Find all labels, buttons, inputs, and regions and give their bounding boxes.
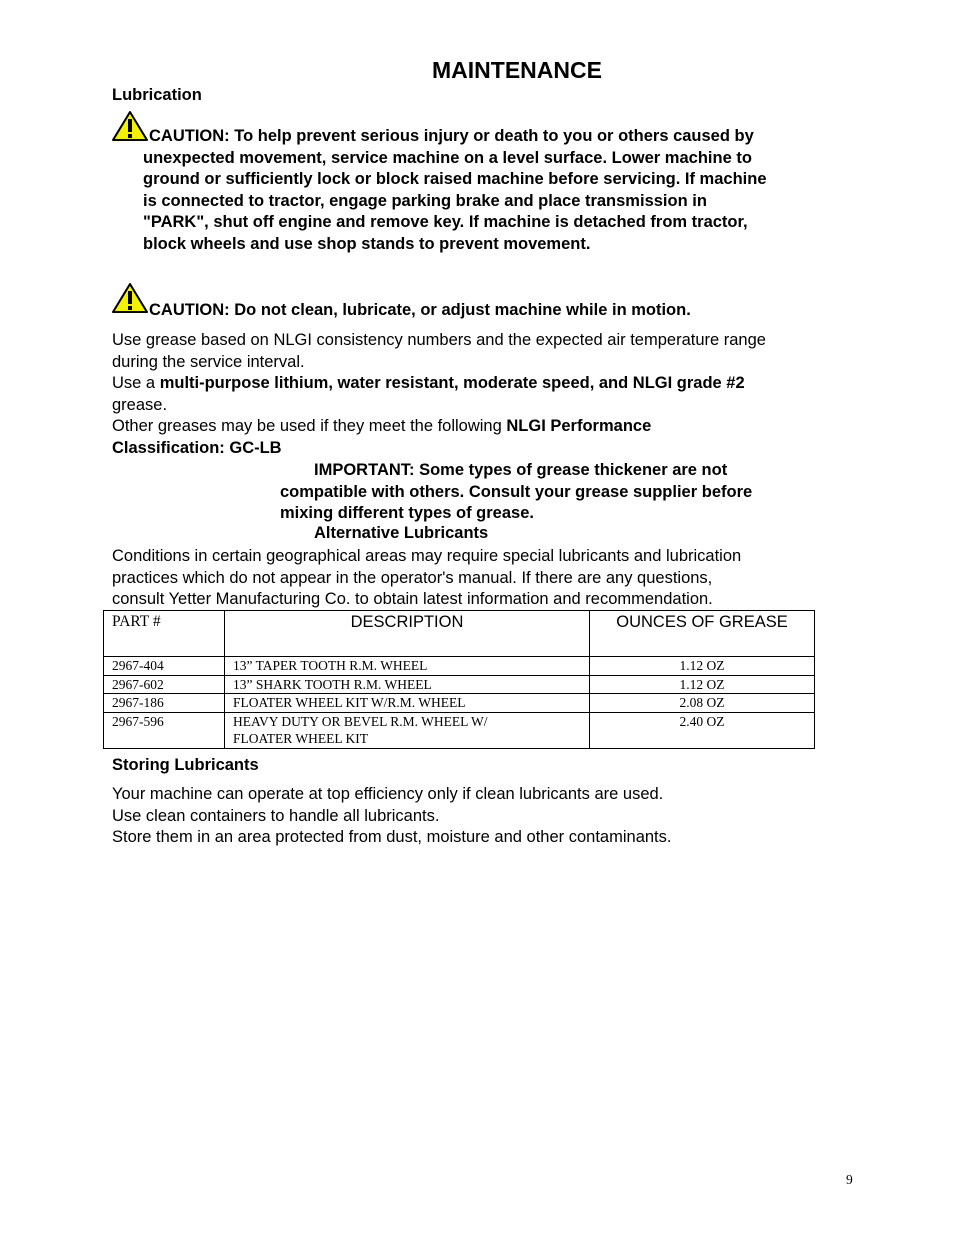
cell-part: 2967-602: [104, 675, 225, 694]
important-line: IMPORTANT: Some types of grease thickener are not: [314, 461, 728, 479]
grease-text: Other greases may be used if they meet the following: [112, 417, 507, 436]
table-header-row: [104, 611, 815, 657]
storing-line: Store them in an area protected from dust, moisture and other contaminants.: [112, 828, 672, 847]
important-line: mixing different types of grease.: [280, 504, 534, 523]
grease-line: [112, 416, 872, 438]
alternative-line: consult Yetter Manufacturing Co. to obtain latest information and recommendation.: [112, 590, 713, 609]
header-part: PART #: [104, 611, 225, 657]
header-ounces: OUNCES OF GREASE: [590, 611, 815, 657]
page-title: MAINTENANCE: [432, 57, 602, 83]
cell-description: [225, 712, 590, 748]
important-line: compatible with others. Consult your grease supplier before: [280, 482, 753, 501]
header-description: DESCRIPTION: [225, 611, 590, 657]
caution-1-line: "PARK", shut off engine and remove key. If machine is detached from tractor,: [143, 213, 748, 232]
cell-ounces: 1.12 OZ: [590, 657, 815, 676]
nlgi-class: Classification: GC-LB: [112, 438, 282, 457]
cell-part: 2967-186: [104, 694, 225, 713]
alternative-text: [112, 546, 872, 611]
caution-2: CAUTION: Do not clean, lubricate, or adjust machine while in motion.: [149, 301, 691, 319]
caution-1-line: ground or sufficiently lock or block raised machine before servicing. If machine: [143, 170, 767, 189]
cell-ounces: 2.08 OZ: [590, 694, 815, 713]
table-row: [104, 675, 815, 694]
storing-line: Use clean containers to handle all lubricants.: [112, 806, 440, 825]
grease-line: [112, 373, 872, 395]
cell-description: 13” SHARK TOOTH R.M. WHEEL: [225, 675, 590, 694]
lubrication-heading: Lubrication: [112, 86, 202, 104]
alternative-lubricants-heading: Alternative Lubricants: [314, 524, 489, 542]
table-row: [104, 712, 815, 748]
cell-description: FLOATER WHEEL KIT W/R.M. WHEEL: [225, 694, 590, 713]
cell-part: 2967-596: [104, 712, 225, 748]
grease-table: [103, 610, 815, 749]
grease-line: during the service interval.: [112, 352, 305, 371]
cell-ounces: 2.40 OZ: [590, 712, 815, 748]
grease-line: grease.: [112, 395, 168, 414]
storing-lubricants-heading: Storing Lubricants: [112, 756, 259, 774]
caution-1-line: unexpected movement, service machine on a level surface. Lower machine to: [143, 148, 752, 167]
storing-text: [112, 784, 872, 849]
cell-description: 13” TAPER TOOTH R.M. WHEEL: [225, 657, 590, 676]
caution-block-1: [143, 126, 873, 256]
table-row: [104, 694, 815, 713]
alternative-line: practices which do not appear in the operator's manual. If there are any questions,: [112, 568, 713, 587]
caution-1-line: block wheels and use shop stands to prevent movement.: [143, 234, 591, 253]
grease-line: Use grease based on NLGI consistency numbers and the expected air temperature range: [112, 331, 766, 349]
grease-line: [112, 438, 872, 460]
description-line: FLOATER WHEEL KIT: [233, 731, 368, 746]
nlgi-label: NLGI Performance: [506, 417, 652, 436]
page-number: 9: [846, 1172, 853, 1187]
grease-text: Use a: [112, 374, 160, 393]
table-row: [104, 657, 815, 676]
caution-1-line: CAUTION: To help prevent serious injury or death to you or others caused by: [149, 127, 754, 145]
grease-info: [112, 330, 872, 460]
description-line: HEAVY DUTY OR BEVEL R.M. WHEEL W/: [233, 713, 488, 729]
alternative-line: Conditions in certain geographical areas may require special lubricants and lubrication: [112, 547, 742, 565]
important-note: [280, 460, 840, 525]
warning-triangle-icon: [111, 282, 149, 314]
caution-1-line: is connected to tractor, engage parking brake and place transmission in: [143, 191, 707, 210]
cell-part: 2967-404: [104, 657, 225, 676]
storing-line: Your machine can operate at top efficiency only if clean lubricants are used.: [112, 785, 664, 803]
grease-spec: multi-purpose lithium, water resistant, moderate speed, and NLGI grade #2: [159, 374, 745, 393]
cell-ounces: 1.12 OZ: [590, 675, 815, 694]
